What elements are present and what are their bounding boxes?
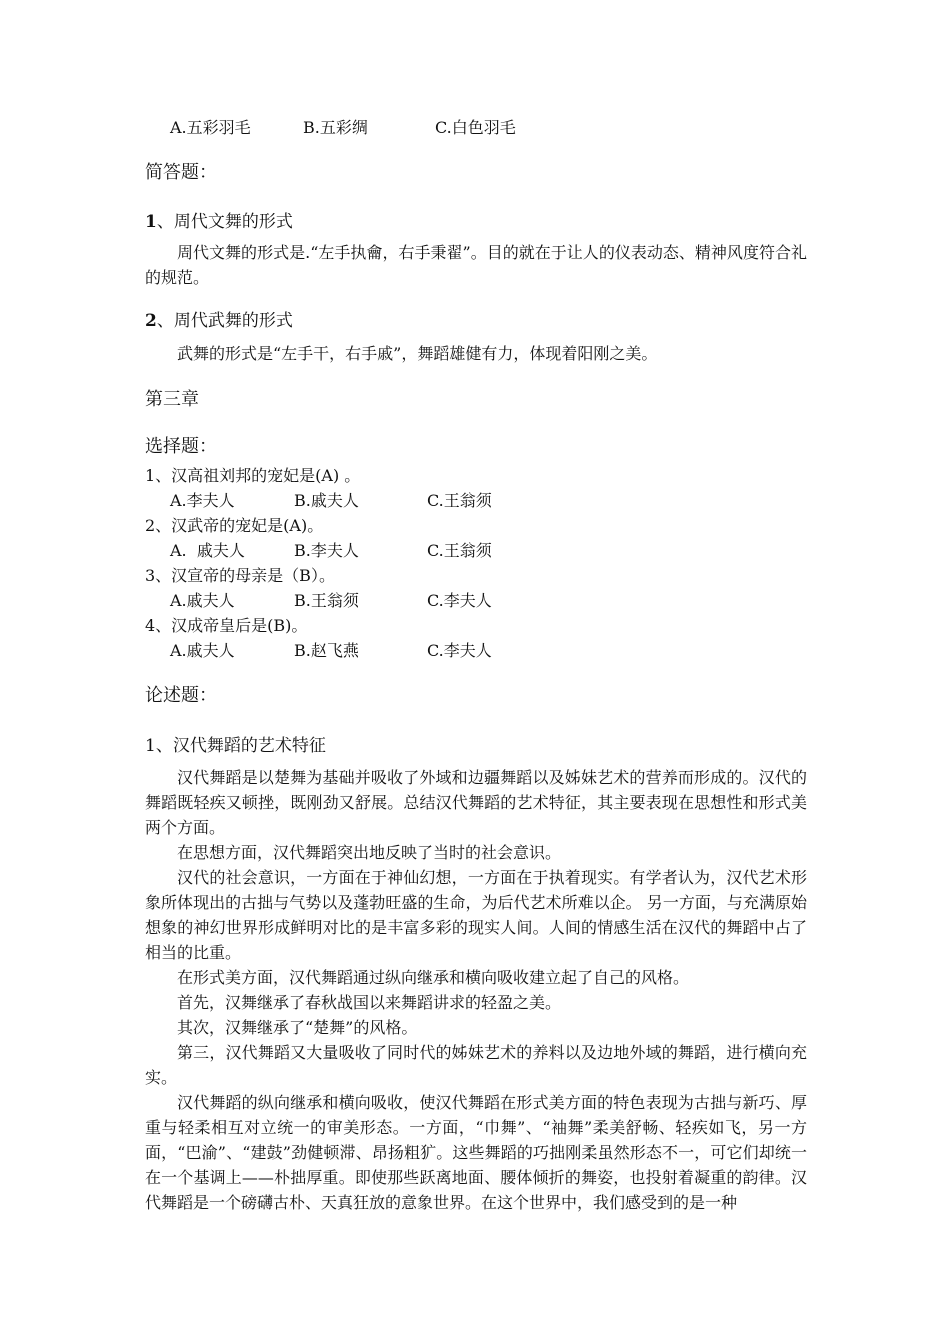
short-answer-q1-answer: 周代文舞的形式是.“左手执龠，右手秉翟”。目的就在于让人的仪表动态、精神风度符合礼的规范。 <box>145 243 807 287</box>
choice-1-option-a: A.李夫人 <box>170 491 235 510</box>
short-answer-q2-answer: 武舞的形式是“左手干，右手戚”，舞蹈雄健有力，体现着阳刚之美。 <box>177 344 658 363</box>
essay-paragraph-1: 汉代舞蹈是以楚舞为基础并吸收了外域和边疆舞蹈以及姊妹艺术的营养而形成的。汉代的舞蹈既轻疾又顿挫，既刚劲又舒展。总结汉代舞蹈的艺术特征，其主要表现在思想性和形式美两个方面。 <box>145 768 807 837</box>
q1-title-text: 、周代文舞的形式 <box>156 212 293 232</box>
choice-question-3: 3、汉宣帝的母亲是（B）。 <box>145 566 335 585</box>
choice-3-option-a: A.戚夫人 <box>170 591 235 610</box>
choice-3-option-b: B.王翁须 <box>294 591 359 610</box>
essay-q1-title: 1、汉代舞蹈的艺术特征 <box>145 736 326 756</box>
essay-paragraph-5: 首先，汉舞继承了春秋战国以来舞蹈讲求的轻盈之美。 <box>177 993 562 1012</box>
q2-title-text: 、周代武舞的形式 <box>156 311 293 331</box>
essay-paragraph-2: 在思想方面，汉代舞蹈突出地反映了当时的社会意识。 <box>177 843 562 862</box>
choice-question-1: 1、汉高祖刘邦的宠妃是(A) 。 <box>145 466 361 485</box>
short-answer-q2-title <box>145 310 293 332</box>
short-answer-q1-title <box>145 211 293 233</box>
choice-2-option-a: A. 戚夫人 <box>170 541 245 560</box>
essay-heading: 论述题： <box>145 685 217 706</box>
choice-3-option-c: C.李夫人 <box>427 591 492 610</box>
choice-4-option-c: C.李夫人 <box>427 641 492 660</box>
choice-1-option-b: B.戚夫人 <box>294 491 359 510</box>
essay-paragraph-4: 在形式美方面，汉代舞蹈通过纵向继承和横向吸收建立起了自己的风格。 <box>177 968 690 987</box>
chapter-heading: 第三章 <box>145 389 199 410</box>
choice-2-option-c: C.王翁须 <box>427 541 492 560</box>
essay-paragraph-8: 汉代舞蹈的纵向继承和横向吸收，使汉代舞蹈在形式美方面的特色表现为古拙与新巧、厚重与轻柔相互对立统一的审美形态。一方面，“巾舞”、“袖舞”柔美舒畅、轻疾如飞，另一方面，“巴渝”、“建鼓”劲健顿滞、昂扬粗犷。这些舞蹈的巧拙刚柔虽然形态不一，可它们却统一在一个基调上——朴拙厚重。即使那些跃离地面、腰体倾折的舞姿，也投射着凝重的韵律。汉代舞蹈是一个磅礴古朴、天真狂放的意象世界。在这个世界中，我们感受到的是一种 <box>145 1093 807 1212</box>
choice-heading: 选择题： <box>145 436 217 457</box>
option-a: A.五彩羽毛 <box>170 118 251 137</box>
option-c: C.白色羽毛 <box>435 118 516 137</box>
q1-number: 1 <box>145 212 157 232</box>
essay-paragraph-6: 其次，汉舞继承了“楚舞”的风格。 <box>177 1018 418 1037</box>
choice-question-4: 4、汉成帝皇后是(B)。 <box>145 616 308 635</box>
choice-1-option-c: C.王翁须 <box>427 491 492 510</box>
essay-paragraph-3: 汉代的社会意识，一方面在于神仙幻想，一方面在于执着现实。有学者认为，汉代艺术形象所体现出的古拙与气势以及蓬勃旺盛的生命，为后代艺术所难以企。 另一方面，与充满原始想象的神幻世界形成鲜明对比的是丰富多彩的现实人间。人间的情感生活在汉代的舞蹈中占了相当的比重。 <box>145 868 807 962</box>
choice-4-option-a: A.戚夫人 <box>170 641 235 660</box>
essay-paragraph-7: 第三，汉代舞蹈又大量吸收了同时代的姊妹艺术的养料以及边地外域的舞蹈，进行横向充实。 <box>145 1043 807 1087</box>
q2-number: 2 <box>145 311 157 331</box>
choice-question-2: 2、汉武帝的宠妃是(A)。 <box>145 516 324 535</box>
choice-2-option-b: B.李夫人 <box>294 541 359 560</box>
choice-4-option-b: B.赵飞燕 <box>294 641 359 660</box>
option-b: B.五彩绸 <box>303 118 368 137</box>
short-answer-heading: 简答题： <box>145 162 217 183</box>
